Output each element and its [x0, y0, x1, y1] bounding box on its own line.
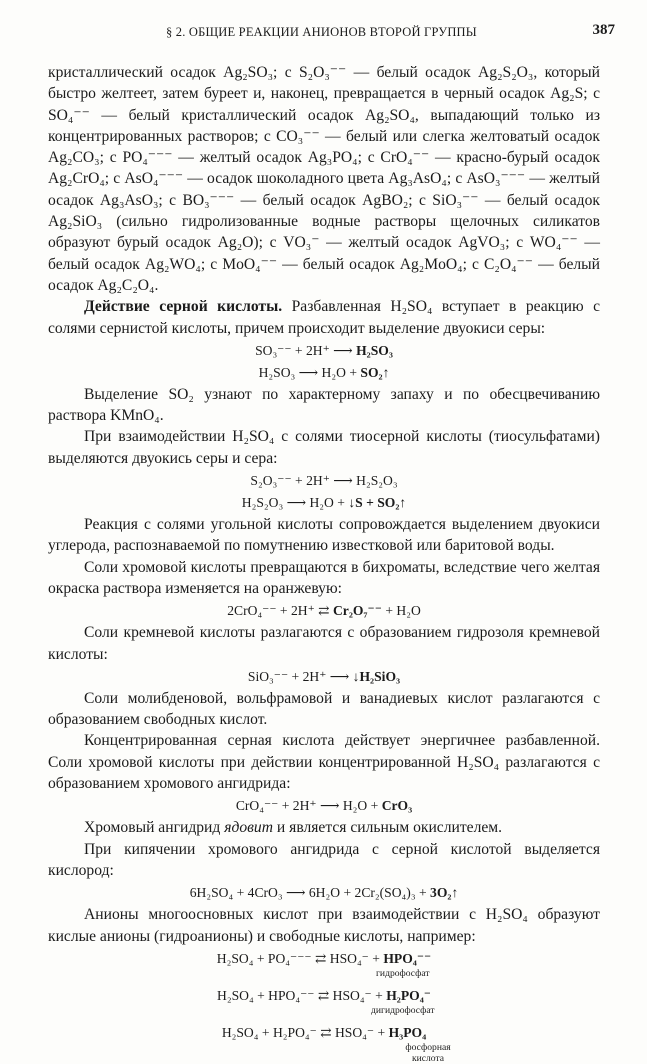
paragraph: Соли кремневой кислоты разлагаются с образованием гидрозоля кремневой кислоты:: [48, 624, 600, 663]
equation: H₂SO₃ ⟶ H₂O + SO₂↑: [258, 364, 390, 380]
paragraph: Реакция с солями угольной кислоты сопровождается выделением двуокиси углерода, распознаваемой по помутнению известковой или баритовой воды.: [48, 516, 600, 555]
equation: SO₃⁻⁻ + 2H⁺ ⟶ H₂SO₃: [255, 342, 393, 358]
paragraph: Анионы многоосновных кислот при взаимодействии с H₂SO₄ образуют кислые анионы (гидроанионы) и свободные кислоты, например:: [48, 906, 600, 945]
running-title: § 2. ОБЩИЕ РЕАКЦИИ АНИОНОВ ВТОРОЙ ГРУППЫ: [166, 25, 477, 39]
equation: CrO₄⁻⁻ + 2H⁺ ⟶ H₂O + CrO₃: [235, 798, 413, 814]
paragraph: Хромовый ангидрид ядовит и является сильным окислителем.: [84, 819, 503, 837]
section-heading: Действие серной кислоты.: [84, 298, 283, 316]
page-number: 387: [592, 22, 615, 38]
equation: S₂O₃⁻⁻ + 2H⁺ ⟶ H₂S₂O₃: [250, 473, 398, 489]
paragraph-sulfuric-acid-action: [48, 296, 600, 339]
equation: H₂SO₄ + HPO₄⁻⁻ ⇄ HSO₄⁻ + H₂PO₄⁻: [217, 987, 431, 1003]
equation: H₂S₂O₃ ⟶ H₂O + ↓S + SO₂↑: [241, 495, 407, 511]
equation-caption: гидрофосфат: [376, 967, 430, 979]
paragraph: Соли молибденовой, вольфрамовой и ванадиевых кислот разлагаются с образованием свободных кислот.: [48, 689, 600, 729]
paragraph: Соли хромовой кислоты превращаются в бихроматы, вследствие чего желтая окраска раствора изменяется на оранжевую:: [48, 558, 600, 597]
equation: 6H₂SO₄ + 4CrO₃ ⟶ 6H₂O + 2Cr₂(SO₄)₃ + 3O₂↑: [189, 885, 459, 901]
equation-caption: фосфорная кислота: [405, 1041, 451, 1064]
paragraph: Выделение SO₂ узнают по характерному запаху и по обесцвечиванию раствора KMnO₄.: [48, 385, 600, 425]
paragraph: Концентрированная серная кислота действует энергичнее разбавленной. Соли хромовой кислоты при действии концентрированной H₂SO₄ разлагаются с образованием хромового ангидрида:: [48, 732, 600, 793]
page-header: [36, 22, 615, 44]
paragraph-text: Разбавленная H₂SO₄ вступает в реакцию с солями сернистой кислоты, причем происходит выделение двуокиси серы:: [48, 298, 600, 337]
equation: H₂SO₄ + H₂PO₄⁻ ⇄ HSO₄⁻ + H₃PO₄: [221, 1024, 427, 1040]
paragraph-silver-precipitates: кристаллический осадок Ag₂SO₃; с S₂O₃⁻⁻ — белый осадок Ag₂S₂O₃, который быстро желтеет, затем буреет и, наконец, превращается в черный осадок Ag₂S; с SO₄⁻⁻ — белый кристаллический осадок Ag₂SO₄, выпадающий только из концентрированных растворов; с CO₃⁻⁻ — белый или слегка желтоватый осадок Ag₂CO₃; с PO₄⁻⁻⁻ — желтый осадок Ag₃PO₄; с CrO₄⁻⁻ — красно-бурый осадок Ag₂CrO₄; с AsO₄⁻⁻⁻ — осадок шоколадного цвета Ag₃AsO₄; с AsO₃⁻⁻⁻ — желтый осадок Ag₃AsO₃; с BO₃⁻⁻⁻ — белый осадок AgBO₂; с SiO₃⁻⁻ — белый осадок Ag₂SiO₃ (сильно гидролизованные водные растворы щелочных силикатов образуют бурый осадок Ag₂O); с VO₃⁻ — желтый осадок AgVO₃; с WO₄⁻⁻ — белый осадок Ag₂WO₄; с MoO₄⁻⁻ — белый осадок Ag₂MoO₄; с C₂O₄⁻⁻ — белый осадок Ag₂C₂O₄.: [48, 64, 600, 294]
paragraph: При кипячении хромового ангидрида с серной кислотой выделяется кислород:: [48, 840, 600, 879]
equation-caption: дигидрофосфат: [371, 1004, 435, 1016]
equation: SiO₃⁻⁻ + 2H⁺ ⟶ ↓H₂SiO₃: [247, 668, 401, 684]
paragraph: При взаимодействии H₂SO₄ с солями тиосерной кислоты (тиосульфатами) выделяются двуокись серы и сера:: [48, 428, 600, 467]
equation: H₂SO₄ + PO₄⁻⁻⁻ ⇄ HSO₄⁻ + HPO₄⁻⁻: [216, 950, 432, 966]
page-body: [48, 62, 600, 1064]
equation: 2CrO₄⁻⁻ + 2H⁺ ⇄ Cr₂O₇⁻⁻ + H₂O: [227, 603, 421, 619]
